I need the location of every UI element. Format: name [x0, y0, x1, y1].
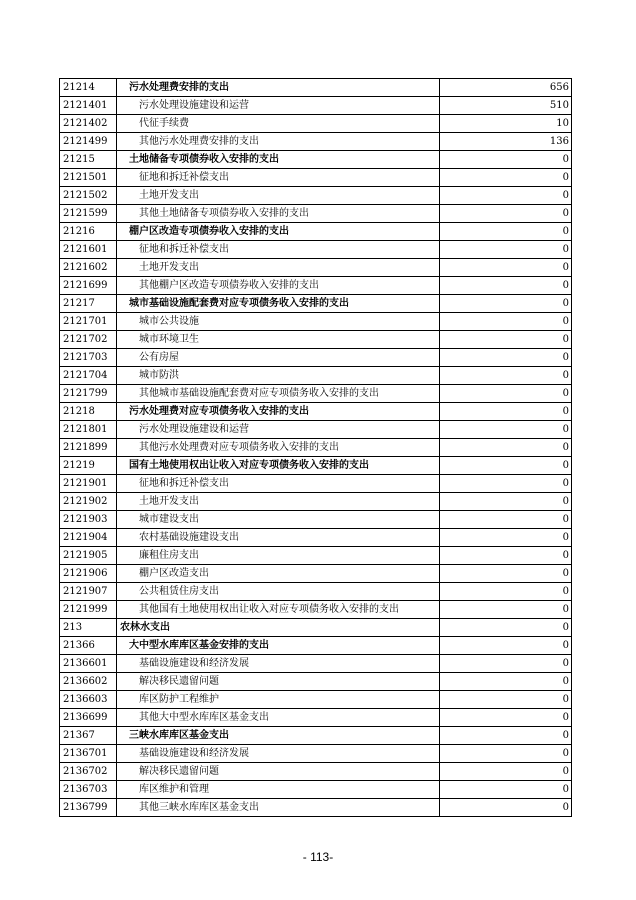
amount: 0 — [440, 709, 572, 727]
subject-code: 2136602 — [60, 673, 117, 691]
amount: 0 — [440, 781, 572, 799]
subject-name: 污水处理设施建设和运营 — [117, 97, 440, 115]
amount: 0 — [440, 691, 572, 709]
table-row — [60, 511, 572, 529]
amount: 0 — [440, 385, 572, 403]
amount: 0 — [440, 745, 572, 763]
subject-code: 2121699 — [60, 277, 117, 295]
subject-name: 农村基础设施建设支出 — [117, 529, 440, 547]
subject-name: 城市环境卫生 — [117, 331, 440, 349]
subject-name: 土地开发支出 — [117, 187, 440, 205]
subject-code: 21217 — [60, 295, 117, 313]
subject-name: 农林水支出 — [117, 619, 440, 637]
amount: 0 — [440, 565, 572, 583]
subject-name: 土地开发支出 — [117, 259, 440, 277]
amount: 0 — [440, 241, 572, 259]
table-row — [60, 169, 572, 187]
table-row — [60, 457, 572, 475]
amount: 0 — [440, 619, 572, 637]
amount: 0 — [440, 601, 572, 619]
table-row — [60, 691, 572, 709]
subject-name: 城市基础设施配套费对应专项债务收入安排的支出 — [117, 295, 440, 313]
amount: 0 — [440, 799, 572, 817]
table-row — [60, 745, 572, 763]
amount: 0 — [440, 349, 572, 367]
subject-name: 基础设施建设和经济发展 — [117, 655, 440, 673]
amount: 0 — [440, 655, 572, 673]
subject-name: 其他土地储备专项债券收入安排的支出 — [117, 205, 440, 223]
subject-code: 2121499 — [60, 133, 117, 151]
table-row — [60, 709, 572, 727]
subject-code: 21214 — [60, 79, 117, 97]
subject-name: 污水处理费对应专项债务收入安排的支出 — [117, 403, 440, 421]
amount: 0 — [440, 511, 572, 529]
table-row — [60, 565, 572, 583]
amount: 0 — [440, 637, 572, 655]
subject-code: 2121799 — [60, 385, 117, 403]
subject-code: 2121904 — [60, 529, 117, 547]
amount: 0 — [440, 367, 572, 385]
table-row — [60, 601, 572, 619]
subject-name: 解决移民遗留问题 — [117, 673, 440, 691]
subject-code: 2121801 — [60, 421, 117, 439]
subject-name: 征地和拆迁补偿支出 — [117, 169, 440, 187]
table-row — [60, 619, 572, 637]
subject-name: 国有土地使用权出让收入对应专项债务收入安排的支出 — [117, 457, 440, 475]
subject-code: 2136702 — [60, 763, 117, 781]
table-row — [60, 475, 572, 493]
amount: 0 — [440, 529, 572, 547]
table-row — [60, 79, 572, 97]
amount: 0 — [440, 295, 572, 313]
subject-name: 城市防洪 — [117, 367, 440, 385]
amount: 0 — [440, 727, 572, 745]
subject-name: 城市建设支出 — [117, 511, 440, 529]
subject-name: 其他城市基础设施配套费对应专项债务收入安排的支出 — [117, 385, 440, 403]
table-row — [60, 349, 572, 367]
subject-code: 2121502 — [60, 187, 117, 205]
amount: 10 — [440, 115, 572, 133]
subject-name: 三峡水库库区基金支出 — [117, 727, 440, 745]
table-row — [60, 277, 572, 295]
amount: 0 — [440, 331, 572, 349]
subject-code: 2121402 — [60, 115, 117, 133]
amount: 0 — [440, 475, 572, 493]
amount: 0 — [440, 439, 572, 457]
subject-name: 库区防护工程维护 — [117, 691, 440, 709]
amount: 0 — [440, 277, 572, 295]
table-row — [60, 547, 572, 565]
subject-name: 棚户区改造支出 — [117, 565, 440, 583]
subject-name: 其他污水处理费对应专项债务收入安排的支出 — [117, 439, 440, 457]
budget-table-container — [59, 78, 567, 817]
table-row — [60, 97, 572, 115]
table-row — [60, 529, 572, 547]
amount: 0 — [440, 403, 572, 421]
subject-code: 2121906 — [60, 565, 117, 583]
subject-name: 解决移民遗留问题 — [117, 763, 440, 781]
subject-code: 2121902 — [60, 493, 117, 511]
table-row — [60, 115, 572, 133]
table-row — [60, 637, 572, 655]
subject-code: 2121701 — [60, 313, 117, 331]
table-row — [60, 673, 572, 691]
subject-name: 公共租赁住房支出 — [117, 583, 440, 601]
amount: 0 — [440, 259, 572, 277]
amount: 136 — [440, 133, 572, 151]
subject-code: 2136701 — [60, 745, 117, 763]
subject-code: 2121903 — [60, 511, 117, 529]
amount: 0 — [440, 421, 572, 439]
amount: 0 — [440, 169, 572, 187]
subject-name: 大中型水库库区基金安排的支出 — [117, 637, 440, 655]
subject-code: 2136601 — [60, 655, 117, 673]
subject-code: 2136799 — [60, 799, 117, 817]
table-row — [60, 205, 572, 223]
subject-name: 棚户区改造专项债券收入安排的支出 — [117, 223, 440, 241]
subject-code: 2121703 — [60, 349, 117, 367]
subject-code: 2136603 — [60, 691, 117, 709]
amount: 510 — [440, 97, 572, 115]
subject-name: 其他国有土地使用权出让收入对应专项债务收入安排的支出 — [117, 601, 440, 619]
subject-name: 污水处理设施建设和运营 — [117, 421, 440, 439]
subject-code: 21367 — [60, 727, 117, 745]
subject-name: 其他大中型水库库区基金支出 — [117, 709, 440, 727]
subject-name: 廉租住房支出 — [117, 547, 440, 565]
subject-name: 库区维护和管理 — [117, 781, 440, 799]
subject-code: 2121901 — [60, 475, 117, 493]
subject-code: 21366 — [60, 637, 117, 655]
amount: 0 — [440, 151, 572, 169]
subject-name: 基础设施建设和经济发展 — [117, 745, 440, 763]
subject-code: 2121601 — [60, 241, 117, 259]
subject-code: 2121899 — [60, 439, 117, 457]
page-number: - 113- — [302, 850, 334, 864]
table-row — [60, 187, 572, 205]
subject-name: 土地储备专项债券收入安排的支出 — [117, 151, 440, 169]
amount: 0 — [440, 493, 572, 511]
subject-name: 其他三峡水库库区基金支出 — [117, 799, 440, 817]
budget-table-body — [60, 79, 572, 817]
subject-name: 污水处理费安排的支出 — [117, 79, 440, 97]
amount: 0 — [440, 457, 572, 475]
table-row — [60, 763, 572, 781]
subject-name: 其他棚户区改造专项债券收入安排的支出 — [117, 277, 440, 295]
subject-code: 2136703 — [60, 781, 117, 799]
table-row — [60, 367, 572, 385]
table-row — [60, 331, 572, 349]
table-row — [60, 133, 572, 151]
subject-code: 2121704 — [60, 367, 117, 385]
subject-name: 城市公共设施 — [117, 313, 440, 331]
subject-code: 21218 — [60, 403, 117, 421]
table-row — [60, 259, 572, 277]
subject-name: 征地和拆迁补偿支出 — [117, 475, 440, 493]
table-row — [60, 781, 572, 799]
table-row — [60, 385, 572, 403]
amount: 0 — [440, 583, 572, 601]
amount: 0 — [440, 313, 572, 331]
subject-name: 土地开发支出 — [117, 493, 440, 511]
subject-code: 2121501 — [60, 169, 117, 187]
amount: 656 — [440, 79, 572, 97]
subject-code: 2121905 — [60, 547, 117, 565]
table-row — [60, 151, 572, 169]
subject-code: 21216 — [60, 223, 117, 241]
table-row — [60, 421, 572, 439]
table-row — [60, 223, 572, 241]
table-row — [60, 439, 572, 457]
subject-code: 2121602 — [60, 259, 117, 277]
table-row — [60, 493, 572, 511]
subject-name: 代征手续费 — [117, 115, 440, 133]
subject-code: 21219 — [60, 457, 117, 475]
table-row — [60, 403, 572, 421]
subject-name: 征地和拆迁补偿支出 — [117, 241, 440, 259]
subject-code: 21215 — [60, 151, 117, 169]
subject-code: 2121401 — [60, 97, 117, 115]
table-row — [60, 295, 572, 313]
table-row — [60, 241, 572, 259]
table-row — [60, 799, 572, 817]
amount: 0 — [440, 763, 572, 781]
subject-name: 其他污水处理费安排的支出 — [117, 133, 440, 151]
amount: 0 — [440, 547, 572, 565]
budget-table — [59, 78, 572, 817]
subject-code: 2121999 — [60, 601, 117, 619]
subject-code: 2121599 — [60, 205, 117, 223]
subject-code: 213 — [60, 619, 117, 637]
subject-name: 公有房屋 — [117, 349, 440, 367]
subject-code: 2121907 — [60, 583, 117, 601]
subject-code: 2136699 — [60, 709, 117, 727]
amount: 0 — [440, 187, 572, 205]
amount: 0 — [440, 205, 572, 223]
table-row — [60, 655, 572, 673]
subject-code: 2121702 — [60, 331, 117, 349]
table-row — [60, 313, 572, 331]
table-row — [60, 727, 572, 745]
amount: 0 — [440, 223, 572, 241]
amount: 0 — [440, 673, 572, 691]
table-row — [60, 583, 572, 601]
